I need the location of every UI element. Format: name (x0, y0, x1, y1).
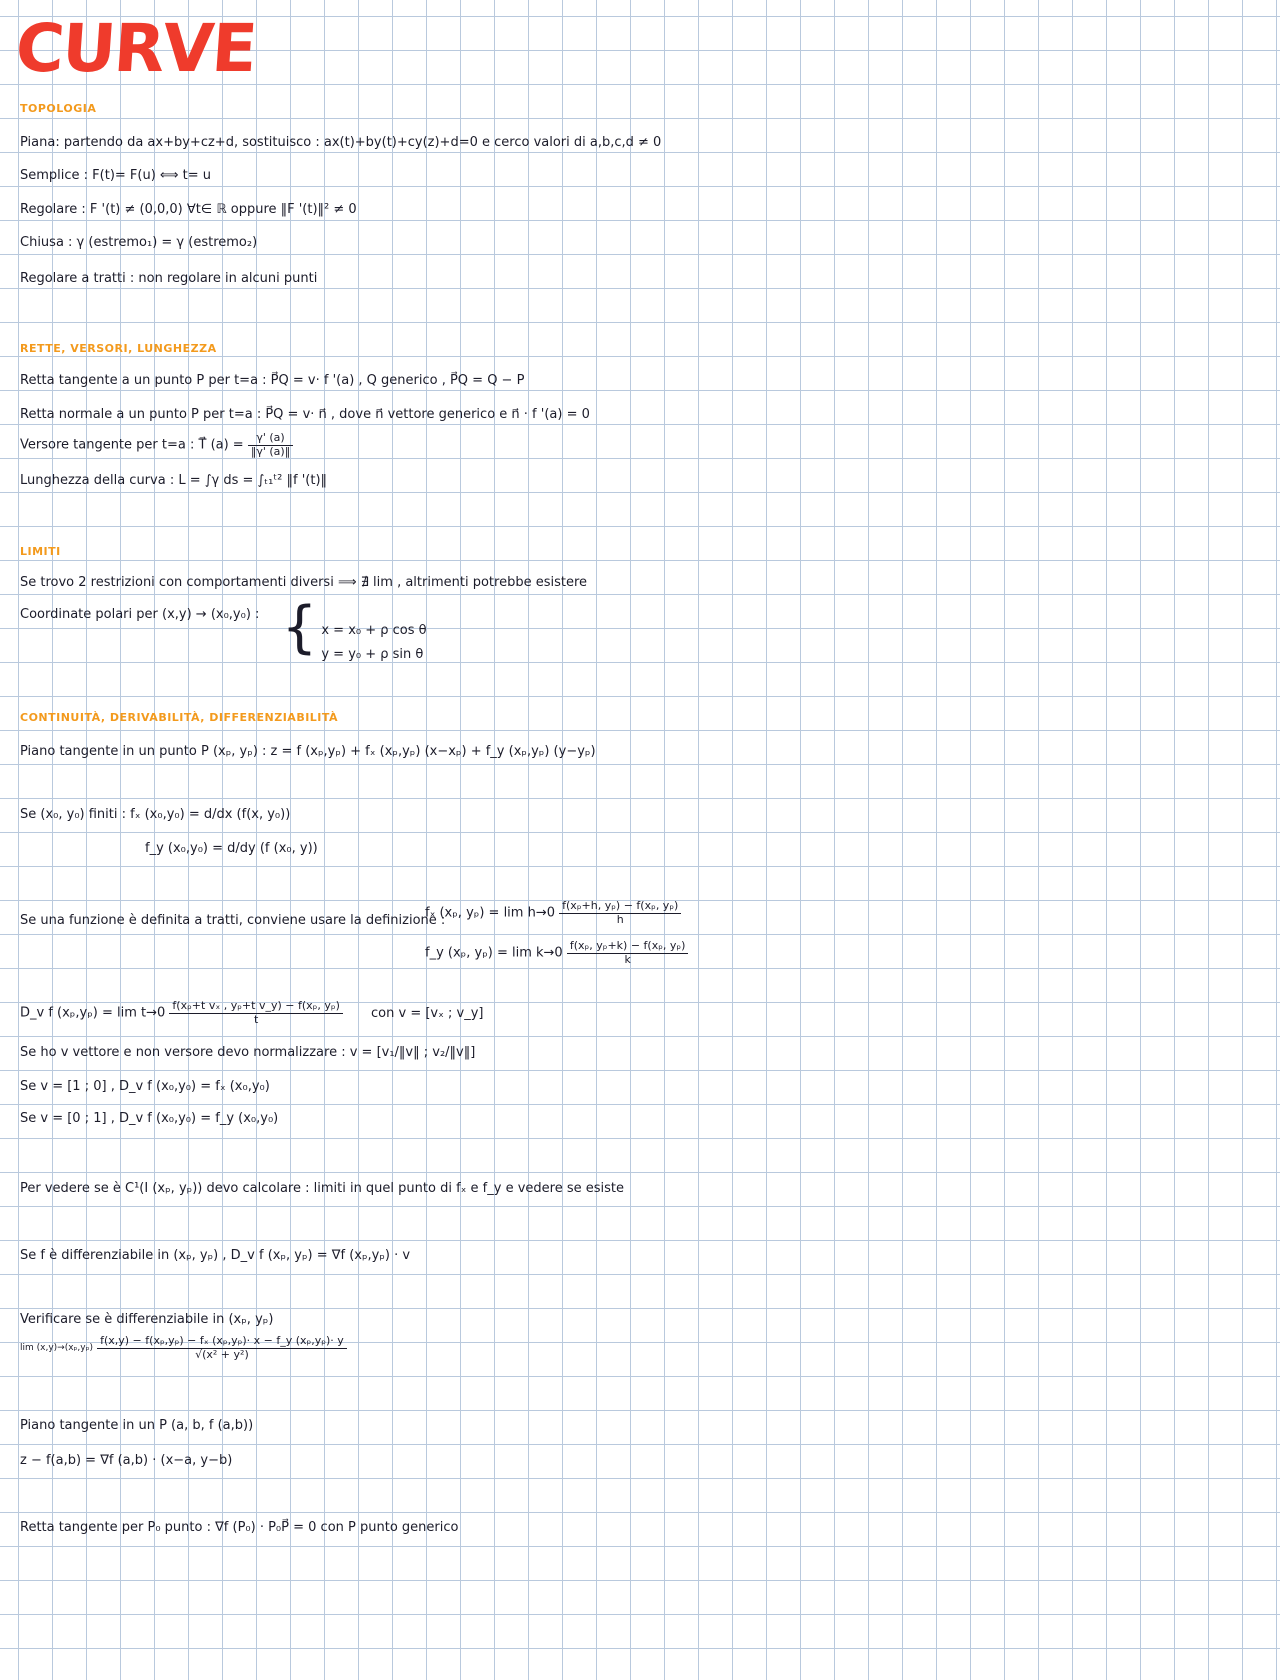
dv-denominator: t (253, 1012, 259, 1026)
differentiability-limit (20, 1335, 347, 1361)
note-retta-tangente: Retta tangente a un punto P per t=a : P⃗Q = v· f '(a) , Q generico , P⃗Q = Q − P (20, 373, 525, 388)
diff-numerator: f(x,y) − f(xₚ,yₚ) − fₓ (xₚ,yₚ)· x − f_y (xₚ,yₚ)· y (97, 1335, 347, 1349)
note-finiti-fx: Se (x₀, y₀) finiti : fₓ (x₀,y₀) = d/dx (f(x, y₀)) (20, 807, 291, 822)
versore-numerator: γ' (a) (248, 432, 293, 446)
versore-fraction (248, 432, 293, 458)
note-versore-x: Se v = [1 ; 0] , D_v f (x₀,y₀) = fₓ (x₀,y₀) (20, 1079, 270, 1094)
note-retta-normale: Retta normale a un punto P per t=a : P⃗Q = v· n⃗ , dove n⃗ vettore generico e n⃗ · f '(a) = 0 (20, 407, 590, 422)
versore-denominator: ‖γ' (a)‖ (250, 444, 291, 458)
fx-fraction (559, 900, 681, 926)
note-restrizioni: Se trovo 2 restrizioni con comportamenti diversi ⟹ ∄ lim , altrimenti potrebbe esistere (20, 575, 588, 590)
note-finiti-fy: f_y (x₀,y₀) = d/dy (f (x₀, y)) (145, 841, 318, 856)
note-semplice: Semplice : F(t)= F(u) ⟺ t= u (20, 168, 212, 183)
dv-label: D_v f (xₚ,yₚ) = lim t→0 (20, 1005, 166, 1021)
note-piano-tangente: Piano tangente in un punto P (xₚ, yₚ) : z = f (xₚ,yₚ) + fₓ (xₚ,yₚ) (x−xₚ) + f_y (xₚ,yₚ) (y−yₚ) (20, 744, 596, 759)
note-chiusa: Chiusa : γ (estremo₁) = γ (estremo₂) (20, 235, 258, 250)
directional-derivative-definition (20, 1000, 483, 1026)
section-heading-limiti: LIMITI (20, 545, 61, 558)
polari-x: x = x₀ + ρ cos θ (321, 623, 427, 639)
section-heading-continuita: CONTINUITÀ, DERIVABILITÀ, DIFFERENZIABILITÀ (20, 711, 339, 724)
section-heading-topologia: TOPOLOGIA (20, 102, 97, 115)
diff-denominator: √(x² + y²) (195, 1347, 249, 1361)
fy-fraction (567, 940, 689, 966)
page-title: CURVE (13, 10, 258, 87)
fx-numerator: f(xₚ+h, yₚ) − f(xₚ, yₚ) (559, 900, 681, 914)
dv-fraction (169, 1000, 342, 1026)
fx-limit-definition (425, 900, 681, 926)
diff-limit-label: lim (x,y)→(xₚ,yₚ) (20, 1342, 93, 1353)
polari-system (321, 619, 426, 666)
note-versore-y: Se v = [0 ; 1] , D_v f (x₀,y₀) = f_y (x₀,y₀) (20, 1111, 279, 1126)
note-lunghezza: Lunghezza della curva : L = ∫γ ds = ∫ₜ₁ᵗ² ‖f '(t)‖ (20, 473, 328, 488)
diff-fraction (97, 1335, 347, 1361)
polari-y: y = y₀ + ρ sin θ (321, 646, 424, 662)
note-retta-tangente-gradiente: Retta tangente per P₀ punto : ∇f (P₀) · P₀P⃗ = 0 con P punto generico (20, 1520, 459, 1535)
note-versore (20, 432, 293, 458)
fx-denominator: h (616, 912, 624, 926)
fy-limit-label: f_y (xₚ, yₚ) = lim k→0 (425, 945, 563, 961)
note-regolare: Regolare : F '(t) ≠ (0,0,0) ∀t∈ ℝ oppure ‖F '(t)‖² ≠ 0 (20, 202, 357, 217)
note-piana: Piana: partendo da ax+by+cz+d, sostituisco : ax(t)+by(t)+cy(z)+d=0 e cerco valori di a,b,c,d ≠ 0 (20, 135, 662, 150)
note-coordinate-polari (20, 595, 427, 666)
note-verificare: Verificare se è differenziabile in (xₚ, yₚ) (20, 1312, 274, 1327)
note-normalizzare: Se ho v vettore e non versore devo normalizzare : v = [v₁/‖v‖ ; v₂/‖v‖] (20, 1045, 476, 1060)
fx-limit-label: fₓ (xₚ, yₚ) = lim h→0 (425, 905, 555, 921)
note-definizione-tratti: Se una funzione è definita a tratti, conviene usare la definizione : (20, 913, 446, 928)
section-heading-rette: RETTE, VERSORI, LUNGHEZZA (20, 342, 217, 355)
fy-numerator: f(xₚ, yₚ+k) − f(xₚ, yₚ) (567, 940, 689, 954)
fy-denominator: k (624, 952, 631, 966)
versore-label: Versore tangente per t=a : T⃗ (a) = (20, 437, 244, 453)
note-differenziabile: Se f è differenziabile in (xₚ, yₚ) , D_v f (xₚ, yₚ) = ∇f (xₚ,yₚ) · v (20, 1248, 411, 1263)
dv-con: con v = [vₓ ; v_y] (371, 1005, 484, 1021)
note-piano-tangente-p: Piano tangente in un P (a, b, f (a,b)) (20, 1418, 254, 1433)
system-brace-icon: { (281, 595, 318, 660)
dv-numerator: f(xₚ+t vₓ , yₚ+t v_y) − f(xₚ, yₚ) (169, 1000, 342, 1014)
note-regolare-tratti: Regolare a tratti : non regolare in alcuni punti (20, 271, 318, 286)
fy-limit-definition (425, 940, 688, 966)
note-piano-tangente-eq: z − f(a,b) = ∇f (a,b) · (x−a, y−b) (20, 1453, 233, 1468)
polari-label: Coordinate polari per (x,y) → (x₀,y₀) : (20, 607, 260, 622)
note-c1: Per vedere se è C¹(I (xₚ, yₚ)) devo calcolare : limiti in quel punto di fₓ e f_y e vedere se esiste (20, 1181, 625, 1196)
